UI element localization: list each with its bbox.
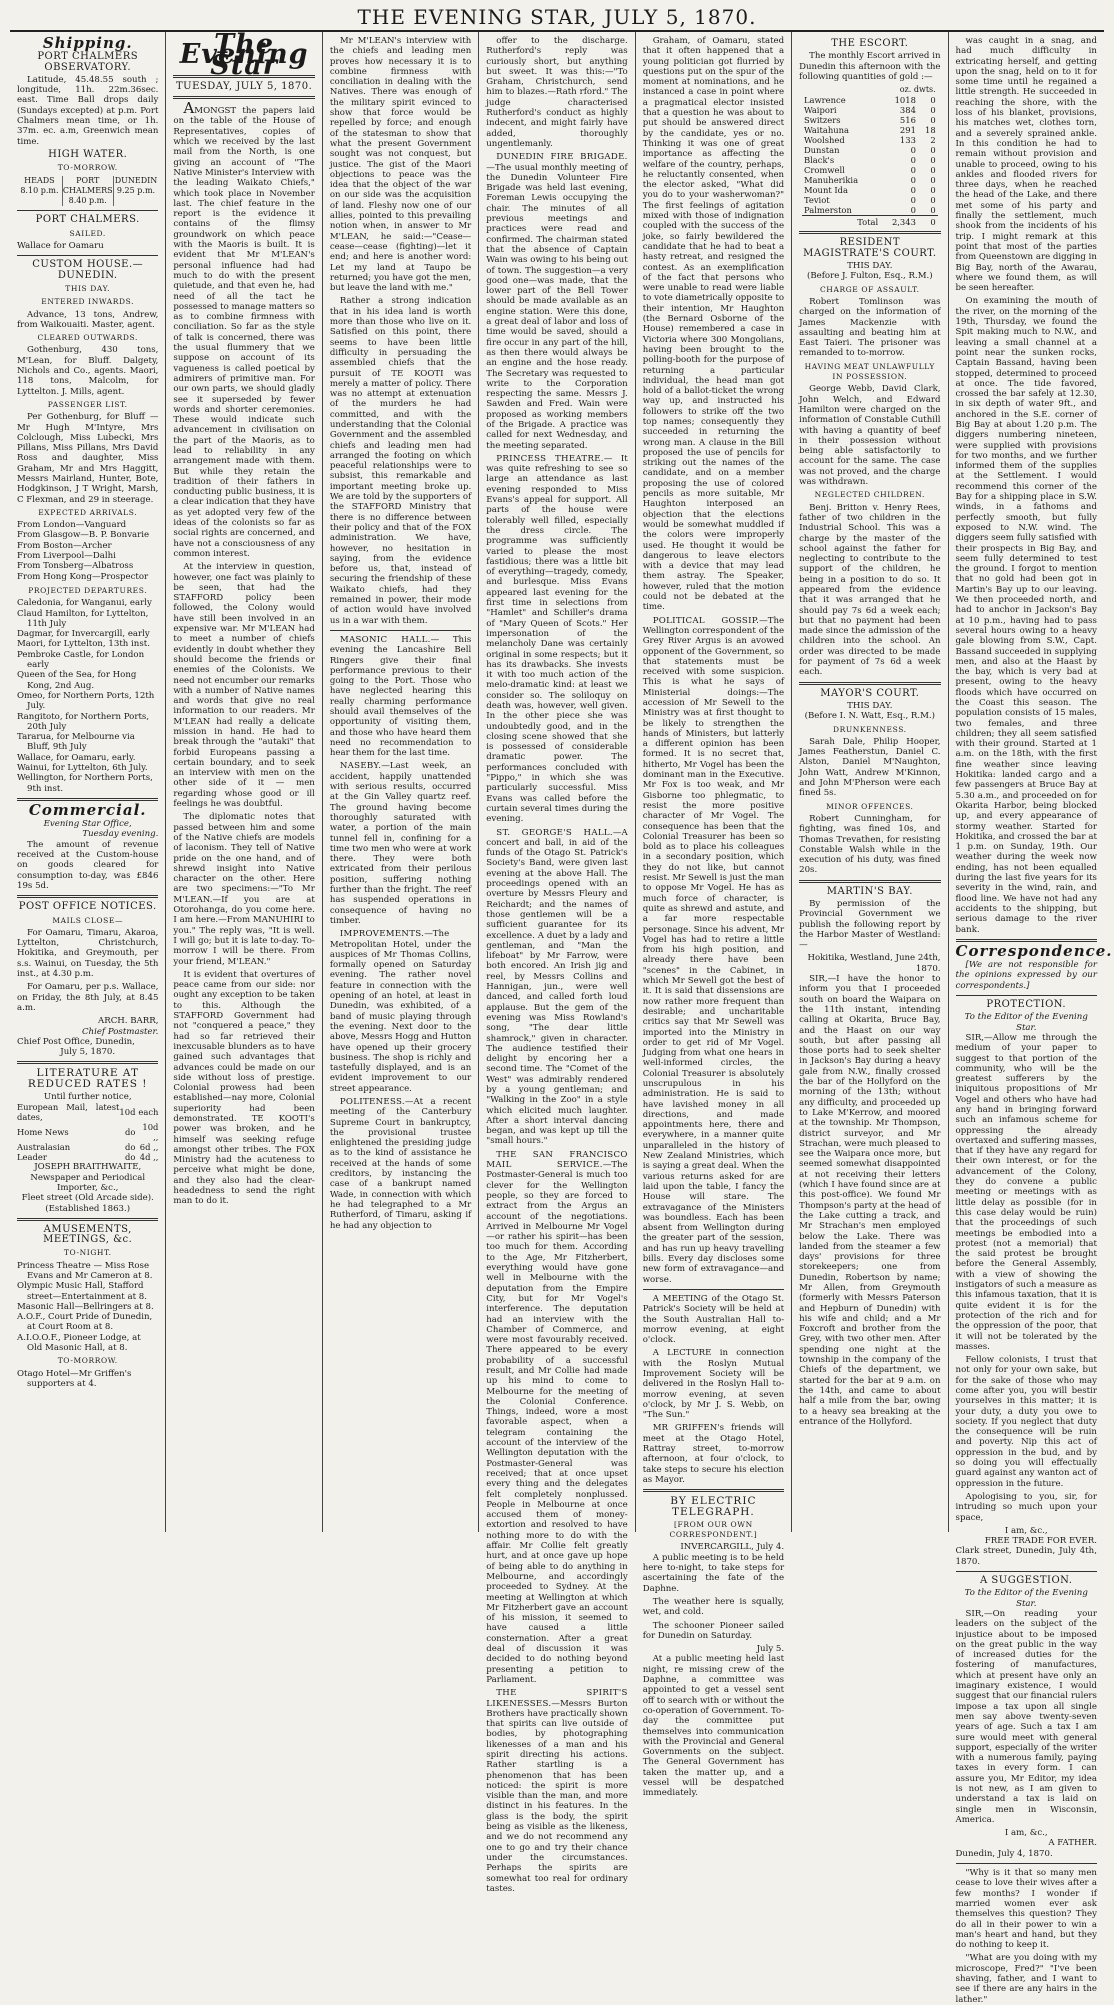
- table-row: Waitahuna 291 18: [803, 125, 936, 136]
- letter-2-title: A SUGGESTION.: [980, 1575, 1073, 1587]
- news-item: PRINCESS THEATRE.— It was quite refreshing to see so large an attendance as last evening responded to Miss Evans's appeal for support. All parts of the house were tolerably well filled, especially the dress circle. The programme was sufficiently varied to please the most fastidious; there was a little bit of everything—tragedy, comedy, and burlesque. Miss Evans appeared last evening for the first time in selections from "Hamlet" and Schiller's drama of "Mary Queen of Scots." Her impersonation of the melancholy Dane was certainly original in some respects; but it has its drawbacks. She invests it with too much action of the melo-dramatic kind: at least we consider so. The soliloquy on death was, however, well given. In the other piece she was undoubtedly good, and in the closing scene showed that she is possessed of considerable dramatic power. The performances concluded with "Pippo," in which she was particularly successful. Miss Evans was called before the curtain several times during the evening.: [486, 453, 628, 825]
- columns: [10, 29, 1113, 2005]
- column-3: [323, 32, 479, 1532]
- list-item: Caledonia, for Wanganui, early: [17, 598, 152, 609]
- telegraph-place-1: INVERCARGILL, July 4.: [680, 1542, 785, 1553]
- leader-cont-1: Mr M'LEAN's interview with the chiefs and leading men proves how necessary it is to combine firmness with conciliation in dealing with the Natives. There was enough of the military spirit evinced to show that force would be repelled by force; and enough of the statesman to show that what the present Government sought was not conquest, but justice. The gist of the Maori objections to peace was the idea that the object of the war on our side was the acquisition of land. Fleshy now one of our allies, pointed to this prevailing notion when, in answer to Mr M'LEAN, he said:—"Cease—cease—cease (fighting)—let it end; and here is another word: Let my land at Taupo be returned; you have got the men, but leave the land with me.": [329, 36, 472, 294]
- high-water-sub: TO-MORROW.: [57, 163, 118, 173]
- tide-dunedin: DUNEDIN 9.25 p.m.: [113, 176, 159, 207]
- leader-cont-2: Rather a strong indication that in his idea land is worth more than those who live on it. Satisfied on this point, there seems to have been little difficulty in persuading the assembled chiefs that the pursuit of TE KOOTI was merely a matter of policy. There was no attempt at extenuation of the murders he had committed, and with the understanding that the Colonial Government and the assembled chiefs and leading men had arranged the footing on which peaceful relationships were to subsist, this remarkable and important meeting broke up. We are told by the supporters of the STAFFORD Ministry that there is no difference between their policy and that of the FOX administration. We have, however, no hesitation in saying, from the evidence before us, that, instead of securing the friendship of these Waikato chiefs, had they remained in power, their mode of action would have involved us in a war with them.: [329, 296, 472, 626]
- table-row: Australasian do 6d ,,: [17, 1142, 159, 1153]
- escort-table: [802, 85, 938, 227]
- list-item: From Tonsberg—Albatross: [17, 561, 134, 572]
- correspondence-disclaimer: [We are not responsible for the opinions expressed by our correspondents.]: [955, 960, 1097, 991]
- escort-title: THE ESCORT.: [831, 38, 909, 49]
- expected-list: [17, 520, 158, 582]
- table-row: Palmerston 0 0: [803, 205, 936, 216]
- martins-bay-text: SIR,—I have the honor to inform you that I proceeded south on board the Waipara on the 11th instant, intending calling at Okarita, Bruce Bay, and the Haast on our way south, but after passing all those ports had to seek shelter in Jackson's Bay during a heavy gale from N.W., finally crossed the bar of the Hollyford on the morning of the 13th; without any difficulty, and proceeded up to Lake M'Kerrow, and moored at the township. Mr Thompson, district surveyor, and Mr Strachan, were much pleased to see the Waipara once more, but seemed somewhat disappointed at not receiving their letters (which I have found since are at this post-office). We found Mr Thompson's party at the head of the Lake cutting a track, and Mr Strachan's men employed below the Lake. There was landed from the steamer a few days' provisions for three storekeepers; one from Dunedin, Robertson by name; Mr Allen, from Greymouth (formerly with Messrs Paterson and Hepburn of Dunedin) with his wife and child; and a Mr Foxcroft and brother from the Grey, with two other men. After spending one night at the township in the company of the Chiefs of the department, we started for the bar at 9 a.m. on the 14th, and came to about half a mile from the bar, owing to a heavy sea breaking at the entrance of the Hollyford.: [799, 974, 941, 1427]
- nameplate: The Evening Star: [179, 29, 309, 81]
- list-item: Olympic Music Hall, Stafford street—Entertainment at 8.: [17, 1281, 147, 1302]
- rm-court-before: (Before J. Fulton, Esq., R.M.): [807, 271, 933, 282]
- post-office-title: POST OFFICE NOTICES.: [18, 901, 157, 913]
- telegraph-item: At a public meeting held last night, re missing crew of the Daphne, a committee was appointed to get a vessel sent off to search with or without the co-operation of Government. To-day the committee put themselves into communication with the Provincial and General Governments on the subject. The General Government has taken the matter up, and a vessel will be despatched immediately.: [642, 1654, 785, 1799]
- sailed-text: Wallace for Oamaru: [17, 241, 104, 252]
- column-6: [792, 32, 948, 1532]
- martins-bay-place: Hokitika, Westland, June 24th, 1870.: [807, 953, 941, 974]
- letter-1-title: PROTECTION.: [986, 999, 1067, 1011]
- letter-2-place: Dunedin, July 4, 1870.: [955, 1848, 1053, 1859]
- news-item: POLITENESS.—At a recent meeting of the Canterbury Supreme Court in bankruptcy, the provisional trustee enlightened the presiding judge as to the kind of assistance he received at the hands of some creditors, by instancing the case of a bankrupt named Wade, in connection with which he had telegraphed to a Mr Rutherford, of Timaru, asking if he had any objection to: [329, 1096, 472, 1231]
- tide-heads: HEADS 8.10 p.m.: [20, 175, 59, 195]
- news-item: MR GRIFFEN's friends will meet at the Otago Hotel, Rattray street, to-morrow afternoon, at four o'clock, to take steps to secure his election as Mayor.: [642, 1423, 785, 1485]
- letter-1-sign-1: Apologising to you, sir, for intruding so much upon your space,: [955, 1491, 1097, 1523]
- literature-name: JOSEPH BRAITHWAITE,: [34, 1162, 142, 1173]
- case-text: Robert Tomlinson was charged on the information of James Mackenzie with assaulting and beating him at East Taieri. The prisoner was remanded to to-morrow.: [799, 296, 941, 359]
- list-item: Masonic Hall—Bellringers at 8.: [17, 1301, 154, 1312]
- telegraph-item: A public meeting is to be held here to-night, to take steps for ascertaining the fate of the Daphne.: [642, 1552, 785, 1594]
- issue-date: TUESDAY, JULY 5, 1870.: [175, 80, 313, 92]
- post-office-text-2: For Oamaru, per p.s. Wallace, on Friday, the 8th July, at 8.45 a.m.: [17, 982, 159, 1013]
- telegraph-item: The schooner Pioneer sailed for Dunedin on Saturday.: [642, 1620, 785, 1641]
- rm-court-day: THIS DAY.: [847, 261, 893, 272]
- high-water-title: HIGH WATER.: [48, 148, 128, 160]
- leader-para-2: At the interview in question, however, one fact was plainly to be seen, that had the STAFFORD policy been followed, the Colony would have still been involved in an expensive war. Mr M'LEAN had to meet a number of chiefs evidently in doubt whether they should become the friends or enemies of the Colonists. We need not encumber our remarks with a number of Native names and words that give no real information to our readers. Mr M'LEAN had really a delicate mission in hand. He had to break through the "autaki" that forbid Europeans passing a certain boundary, and to seek an interview with men on the other side of it — men regarding whose good or ill feelings he was doubtful.: [173, 562, 315, 810]
- news-item: IMPROVEMENTS.—The Metropolitan Hotel, under the auspices of Mr Thomas Collins, formally opened on Saturday evening. The rather novel feature in connection with the opening of an hotel, at least in Dunedin, was exhibited, of a band of music playing through the evening. Next door to the above, Messrs Hogg and Hutton have opened up their grocery business. The shop is richly and tastefully displayed, and is an evident improvement to our street appearance.: [329, 929, 472, 1094]
- list-item: A.I.O.O.F., Pioneer Lodge, at Old Masonic Hall, at 8.: [17, 1332, 141, 1354]
- letter-1-sign-2: I am, &c.,: [1004, 1525, 1048, 1536]
- amusements-tomorrow-list: [17, 1369, 158, 1390]
- customs-title: CUSTOM HOUSE.—DUNEDIN.: [32, 259, 144, 281]
- escort-intro: The monthly Escort arrived in Dunedin this afternoon with the following quantities of gold :—: [799, 51, 941, 82]
- list-item: Queen of the Sea, for Hong Kong, 2nd Aug.: [17, 670, 137, 691]
- martins-bay-intro: By permission of the Provincial Government we publish the following report by the Harbor Master of Westland:—: [799, 899, 941, 951]
- list-item: Dagmar, for Invercargill, early: [17, 629, 150, 640]
- news-item: ST. GEORGE'S HALL.—A concert and ball, in aid of the funds of the Otago St. Patrick's Society's Band, were given last evening at the above Hall. The proceedings opened with an overture by Messrs Fleury and Reichardt; and the names of those gentlemen will be a sufficient guarantee for its excellence. A duet by a lady and gentleman, and "Man the lifeboat" by Mr Farrow, were both encored. An Irish jig and reel, by Messrs Collins and Hannigan, jun., were well danced, and called forth loud applause. But the gem of the evening was Miss Rowland's song, "The dear little shamrock," given in character. The audience testified their delight by encoring her a second time. The "Comet of the West" was admirably rendered by a young gentleman; and "Walking in the Zoo" in a style which elicited much laughter. After a short interval dancing began, and was kept up till the "small hours.": [486, 827, 628, 1147]
- masthead: THE EVENING STAR, JULY 5, 1870.: [10, 4, 1104, 32]
- case-label: HAVING MEAT UNLAWFULLY IN POSSESSION.: [804, 361, 935, 382]
- commercial-title: Commercial.: [28, 800, 147, 819]
- rm-court-title: RESIDENT MAGISTRATE'S COURT.: [803, 237, 937, 259]
- martins-bay-cont-1: was caught in a snag, and had much difficulty in extricating herself, and getting upon the snag, held on to it for some time until he regained a little strength. He succeeded in reaching the shore, with the loss of his blanket, provisions, his matches wet, clothes torn, and a severely sprained ankle. In this condition he had to remain without provision and unable to proceed, owing to his ankles and flooded rivers for three days, when he reached the head of the Lake, and there met some of his party and finally the settlement, much shook from the incidents of his trip. I might remark at this point that most of the parties from Queenstown are digging in Big Bay, north of the Awarau, where we found them, as will be seen hereafter.: [955, 36, 1097, 294]
- shipping-title: Shipping.: [42, 34, 133, 52]
- column-4: [479, 32, 635, 1894]
- letter-1-to: To the Editor of the Evening Star.: [964, 1012, 1088, 1033]
- filler-paragraph: "What are you doing with my microscope, Fred?" "I've been shaving, father, and I want to see if there are any hairs in the lather.": [955, 1953, 1097, 2005]
- table-row: Woolshed 133 2: [803, 135, 936, 146]
- tide-table: [17, 176, 158, 207]
- list-item: Pembroke Castle, for London early: [17, 649, 145, 671]
- commercial-text: The amount of revenue received at the Custom-house on goods cleared for consumption to-day, was £846 19s 5d.: [17, 839, 159, 891]
- case-text: Benj. Britton v. Henry Rees, father of two children in the Industrial School. This was a charge by the master of the school against the father for neglecting to contribute to the support of the children, he being in a position to do so. It appeared from the evidence that it was arranged that he should pay 7s 6d a week each; but that no payment had been made since the admission of the children into the school. An order was directed to be made for payment of 7s 6d a week each.: [799, 502, 941, 678]
- port-title: PORT CHALMERS.: [35, 214, 140, 226]
- case-label: NEGLECTED CHILDREN.: [814, 490, 925, 500]
- commercial-office: Evening Star Office,: [43, 819, 132, 830]
- list-item: Tararua, for Melbourne via Bluff, 9th July: [17, 732, 135, 753]
- post-office-signer: ARCH. BARR,: [98, 1016, 159, 1027]
- case-label: MINOR OFFENCES.: [826, 801, 914, 811]
- letter-1-para: Fellow colonists, I trust that not only for your own sake, but for the sake of those who may come after you, you will bestir yourselves in this matter; it is your duty, a duty you owe to society. If you neglect that duty the consequence will be ruin and poverty. Nip this act of oppression in the bud, and by so doing you will effectually guard against any wanton act of oppression in the future.: [955, 1355, 1097, 1489]
- amusements-tonight: TO-NIGHT.: [63, 1248, 112, 1258]
- table-row: Switzers 516 0: [803, 115, 936, 126]
- news-item: A MEETING of the Otago St. Patrick's Society will be held at the South Australian Hall to-morrow evening, at eight o'clock.: [642, 1293, 785, 1346]
- case-label: DRUNKENNESS.: [832, 724, 907, 734]
- list-item: Wallace, for Oamaru, early.: [17, 752, 136, 763]
- case-text: Robert Cunningham, for fighting, was fined 10s, and Thomas Trevathen, for resisting Constable Walsh while in the execution of his duty, was fined 20s.: [799, 813, 941, 876]
- table-row: Waipori 384 0: [803, 105, 936, 116]
- table-row: Cromwell 0 0: [803, 165, 936, 176]
- table-row: European Mail, latest dates, 10d each: [17, 1102, 159, 1123]
- news-item: THE SAN FRANCISCO MAIL SERVICE.—The Postmaster-General is much too clever for the Wellington people, so they are forced to extract from the Argus an account of the negotiations. Arrived in Melbourne Mr Vogel—or rather his spirit—has been too much for them. According to the Age, Mr Fitzherbert, everything would have gone well in Melbourne with the deputation from the Empire City, but for Mr Vogel's interference. The deputation had an interview with the Chamber of Commerce, and were most favourably received. There appeared to be every probability of a successful result, and Mr Collie had made up his mind to come to Melbourne for the meeting of the Colonial Conference. Things, indeed, wore a most favorable aspect, when a telegram containing the account of the interview of the Wellington deputation with the Postmaster-General was received; that at once upset every thing and the delegates felt completely nonplussed. People in Melbourne at once accused them of money-extortion and resolved to have nothing more to do with the affair. Mr Collie felt greatly hurt, and at once gave up hope of being able to do anything in Melbourne, and accordingly proceeded to Sydney. At the meeting at Wellington at which Mr Fitzherbert gave an account of his mission, it seemed to have caused a little consternation. After a great deal of discussion it was decided to do nothing beyond presenting a petition to Parliament.: [486, 1149, 628, 1685]
- table-row: Mount Ida 0 0: [803, 185, 936, 196]
- table-row: Manuherikia 0 0: [803, 175, 936, 186]
- list-item: A.O.F., Court Pride of Dunedin, at Court Room at 8.: [17, 1312, 153, 1333]
- list-item: Wainui, for Lyttelton, 6th July.: [17, 763, 148, 773]
- letter-1-place: Clark street, Dunedin, July 4th, 1870.: [955, 1546, 1097, 1567]
- table-row: Home News do 10d ,,: [17, 1122, 159, 1143]
- literature-line-2: Fleet street (Old Arcade side).: [21, 1193, 154, 1204]
- tide-port-chalmers: PORT CHALMERS 8.40 p.m.: [62, 175, 113, 206]
- list-item: From Boston—Archer: [17, 540, 112, 551]
- list-item: Claud Hamilton, for Lyttelton, 11th July: [17, 608, 149, 629]
- observatory-title: PORT CHALMERS OBSERVATORY.: [37, 51, 139, 73]
- literature-line-3: (Established 1863.): [45, 1203, 131, 1214]
- amusements-title: AMUSEMENTS, MEETINGS, &c.: [43, 1223, 133, 1246]
- amusements-tomorrow: TO-MORROW.: [57, 1356, 118, 1366]
- mails-label: MAILS CLOSE—: [52, 915, 124, 925]
- list-item: Rangitoto, for Northern Ports, 20th July: [17, 711, 150, 732]
- case-label: CHARGE OF ASSAULT.: [819, 284, 920, 294]
- column-1: [10, 32, 166, 1532]
- telegraph-sub: [FROM OUR OWN CORRESPONDENT.]: [669, 1519, 758, 1540]
- case-text: George Webb, David Clark, John Welch, and Edward Hamilton were charged on the information of Constable Cuthill with having a quantity of beef in their possession without being able satisfactorily to account for the same. The case was not proved, and the charge was withdrawn.: [799, 384, 941, 488]
- correspondence-title: Correspondence.: [955, 941, 1113, 960]
- list-item: Omeo, for Northern Ports, 12th July.: [17, 690, 155, 712]
- literature-subtitle: Until further notice,: [43, 1092, 132, 1103]
- letter-1-signer: FREE TRADE FOR EVER.: [984, 1536, 1097, 1547]
- news-item: Graham, of Oamaru, stated that it often happened that a young politician got flurried by questions put on the spur of the moment at nominations, and he instanced a case in point where a pragmatical elector insisted that a question he was about to put should be answered direct by the candidate, yes or no. Thinking it was one of great importance as affecting the welfare of the country, perhaps, he reluctantly consented, when the elector asked, "What did you do to your washerwoman?" The first feelings of agitation mixed with those of indignation coupled with the success of the joke, so fairly bewildered the candidate that he had to beat a hasty retreat, and resigned the contest. As an exemplification of the fact that persons who were unable to read were liable to vote diametrically opposite to their intention, Mr Haughton (the Bernard Osborne of the House) remembered a case in Victoria where 300 Mongolians, having been brought to the polling-booth for the purpose of returning a particular individual, the head man got hold of a ballot-ticket the wrong way up, and instructed his followers to strike off the two top names; consequently they succeeded in returning the wrong man. A clause in the Bill proposed the use of pencils for striking out the names of the candidate, and on a member proposing the use of colored pencils as more suitable, Mr Haughton interposed an objection that the elections would be somewhat muddled if the colors were improperly used. He thought it would be dangerous to leave electors with a device that may lead them astray. The Speaker, however, ruled that the motion could not be debated at the time.: [642, 36, 785, 613]
- cleared-label: CLEARED OUTWARDS.: [37, 333, 138, 343]
- news-item: offer to the discharge. Rutherford's reply was curiously short, but anything but sweet. It was this:—"To Graham, Christchurch, send him to blazes.—Rath rford." The judge characterised Rutherford's conduct as highly indecent, and might fairly have added, thoroughly ungentlemanly.: [486, 36, 628, 149]
- post-office-signer-title: Chief Postmaster.: [81, 1026, 159, 1037]
- news-item: A LECTURE in connection with the Roslyn Mutual Improvement Society will be delivered in the Roslyn Hall to-morrow evening, at seven o'clock, by Mr J. S. Webb, on "The Sun.": [642, 1348, 785, 1421]
- list-item: Wellington, for Northern Ports, 9th inst.: [17, 773, 153, 794]
- telegraph-item: The weather here is squally, wet, and cold.: [642, 1596, 785, 1618]
- martins-bay-cont-2: On examining the mouth of the river, on the morning of the 19th, Thursday, we found the Spit making much to N.W., and leaving a small channel at a point near the sunken rocks, Captain Bassand, having been stopped, determined to proceed at once. The tide favored, crossed the bar safely at 12.30, in six depth of water 9ft., and anchored in the S.E. corner of Big Bay at about 1.20 p.m. The diggers numbering nineteen, were supplied with provisions for two months, and we further informed them of the supplies at the Settlement. I would recommend this corner of the Bay for a shipping place in S.W. winds, in a fathoms and perfectly smooth, but fully exposed to N.W. wind. The diggers seem fully satisfied with their prospects in Big Bay, and seem fully determined to test the ground. I forgot to mention that no gold had been got in Martin's Bay up to our leaving. We then proceeded north, and had to anchor in Jackson's Bay at 10 p.m., having had to pass several hours owing to a heavy gale blowing from S.W., Capt. Bassand succeeded in supplying men, and also at the Haast by the bay, which is very bad at present, owing to the heavy floods which have occurred on the Coast this season. The population consists of 15 males, two females, and three children; they all seem satisfied with their ground. Started at 1 a.m. on the 18th, with the first fine weather since leaving Hokitika: landed cargo and a few passengers at Bruce Bay at 5.30 a.m., and proceeded on for Okarita Harbor, being blocked up, and every appearance of stormy weather. Started for Hokitika, and crossed the bar at 1 p.m. on Sunday, 19th. Our weather during the week now ending, has not been equalled during the last five years for its severity in the wind, rain, and flood line. We have not had any accidents to the shipping, but serious damage to the river bank.: [955, 296, 1097, 935]
- list-item: From Glasgow—B. P. Bonvarie: [17, 530, 150, 541]
- table-row: Teviot 0 0: [803, 195, 936, 206]
- observatory-text: Latitude, 45.48.55 south ; longitude, 11h. 22m.36sec. east. Time Ball drops daily (Sundays excepted) at p.m. Port Chalmers mean time, or 1h. 37m. ec. a.m, Greenwich mean time.: [17, 74, 159, 147]
- mayors-court-title: MAYOR'S COURT.: [820, 687, 920, 699]
- leader-para-4: It is evident that overtures of peace came from our side: nor ought any exception to be taken to this. Although the STAFFORD Government had not "conquered a peace," they had so far retrieved their inexcusable blunders as to have gained such advantages that advances could be made on our side without loss of prestige. Colonial prowess had been established—nay more, Colonial superiority had been demonstrated. TE KOOTI's power was broken, and he himself was seeking refuge amongst other tribes. The FOX Ministry had the acuteness to perceive what might be done, and they also had the clear-headedness to send the right man to do it.: [173, 969, 315, 1207]
- escort-units: oz. dwts.: [899, 85, 936, 95]
- news-item: POLITICAL GOSSIP.—The Wellington correspondent of the Grey River Argus is an avowed opponent of the Government, so that statements must be received with some suspicion. This is what he says of Ministerial doings:—The accession of Mr Sewell to the Ministry was at first thought to be likely to strengthen the hands of Ministers, but latterly a different opinion has been formed. It is no secret that, hitherto, Mr Vogel has been the dominant man in the Executive. Mr Fox is too weak, and Mr Gisborne too phlegmatic, to resist the more positive character of Mr Vogel. The consequence has been that the Colonial Treasurer has been so bold as to place his colleagues in a secondary position, which they do not like, but cannot resist. Mr Sewell is just the man to oppose Mr Vogel. He has as much force of character, is quite as shrewd and astute, and a far more respectable personage. Since his advent, Mr Vogel has had to retire a little from his high position, and already there have been "scenes" in the Cabinet, in which Mr Sewell got the best of it. It is said that dissensions are now rather more frequent than desirable; and uncharitable critics say that Mr Sewell was imported into the Ministry in order to get rid of Mr Vogel. Judging from what one hears in well-informed circles, the Colonial Treasurer is absolutely unscrupulous in his administration. He is said to have lavished money in all directions, and made appointments here, there and everywhere, in a manner quite unparalleled in the history of New Zealand Ministries, which is saying a great deal. When the various returns asked for are laid upon the table, I fancy the House will stare. The extravagance of the Ministers was boundless. Each has been absent from Wellington during the greater part of the session, and has run up heavy travelling bills. Every day discloses some new form of extravagance—and worse.: [642, 615, 785, 1285]
- letter-1-para: SIR,—Allow me through the medium of your paper to suggest to that portion of the community, who will be the greatest sufferers by the iniquitous propositions of Mr Vogel and others who have had any hand in bringing forward such an infamous scheme for oppressing the already overtaxed and suffering masses, that if they have any regard for their own interest, or for the advancement of the Colony, they do convene a public meeting or meetings with as little delay as possible (for in this case delay would be ruin) that the proceedings of such meetings be embodied into a protest (not a memorial) that the said protest be brought before the General Assembly, with a view of showing the instigators of such a measure as this infamous taxation, that it is quite evident it is for the protection of the rich and for the oppression of the poor, that it will not be tolerated by the masses.: [955, 1032, 1097, 1352]
- sailed-label: SAILED.: [69, 228, 106, 238]
- literature-rates: [17, 1102, 158, 1162]
- leader-para-1: AMONGST the papers laid on the table of the House of Representatives, copies of which we received by the last mail from the North, is one giving an account of "The Native Minister's Interview with the leading Waikato Chiefs," which took place in November last. The chief feature in the report is the evidence it contains of the flimsy groundwork on which peace with the Maoris is built. It is evident that Mr M'LEAN's personal influence had had much to do with the present quietude, and that even he, had need of all the tact he possessed to manage matters so as to combine firmness with conciliation. So far as the style of talk is concerned, there was the usual flummery that we suppose on account of its vagueness is called poetical by admirers of primitive man. For our own parts, we should gladly see it superseded by fewer words and shorter ceremonies. These would indicate such advancement in civilisation on the part of the Maoris, as to lead to reliability in any arrangement made with them. But while they retain the tradition of their fathers in conducting public business, it is a clear indication that they have as yet adopted very few of the ideas of the colonists so far as social rights are concerned, and have not a consciousness of any common interest.: [173, 99, 315, 559]
- letter-2-sign-2: I am, &c.,: [1004, 1828, 1048, 1839]
- martins-bay-title: MARTIN'S BAY.: [826, 885, 913, 897]
- list-item: Princess Theatre — Miss Rose Evans and Mr Cameron at 8.: [17, 1260, 153, 1281]
- letter-2-para: SIR,—On reading your leaders on the subject of the injustice about to be imposed on the great public in the way of increased duties for the fostering of manufactures, which at present have only an imaginary existence, I would suggest that our financial rulers impose a tax upon all single men say above twenty-seven years of age. Such a tax I am sure would meet with general support, especially of the writer with a numerous family, paying taxes in every form. I can assure you, Mr Editor, my idea is not new, as I am given to understand a tax is laid on single men in Wisconsin, America.: [955, 1608, 1097, 1825]
- table-row: Leader do 4d ,,: [17, 1152, 159, 1163]
- entered-label: ENTERED INWARDS.: [41, 297, 135, 307]
- letter-2-signer: A FATHER.: [1048, 1838, 1097, 1849]
- departures-label: PROJECTED DEPARTURES.: [28, 585, 148, 595]
- commercial-date: Tuesday evening.: [82, 829, 159, 840]
- column-2: [166, 29, 322, 1532]
- news-item: DUNEDIN FIRE BRIGADE.—The usual monthly meeting of the Dunedin Volunteer Fire Brigade was held last evening, Foreman Lewis occupying the chair. The minutes of all previous meetings and practices were read and confirmed. The chairman stated that the absence of Captain Wain was owing to his being out of town. The suggestion—a very good one—was made, that the lower part of the Bell Tower should be made available as an engine station. Were this done, a great deal of labor and loss of time would be saved, should a fire occur in any part of the hill, as then there would always be an engine and the hose ready. The Secretary was requested to write to the Corporation respecting the same. Messrs J. Sawden and Fred. Wain were proposed as working members of the Brigade. A practice was called for next Wednesday, and the meeting separated.: [486, 152, 628, 451]
- list-item: From Liverpool—Dalhi: [17, 551, 116, 562]
- telegraph-place-2: July 5.: [756, 1644, 785, 1655]
- filler-paragraph: "Why is it that so many men cease to love their wives after a few months? I wonder if married women ever ask themselves this question? They do all in their power to win a man's heart and hand, but they do nothing to keep it.: [955, 1868, 1097, 1951]
- literature-title: LITERATURE AT REDUCED RATES !: [27, 1067, 148, 1090]
- column-7: [949, 32, 1113, 2005]
- literature-line-1: Newspaper and Periodical Importer, &c.,: [30, 1172, 146, 1193]
- telegraph-title: BY ELECTRIC TELEGRAPH.: [670, 1495, 757, 1518]
- list-item: Otago Hotel—Mr Griffen's supporters at 4.: [17, 1368, 132, 1389]
- column-5: [636, 32, 792, 1799]
- mayors-court-before: (Before I. N. Watt, Esq., R.M.): [804, 711, 935, 722]
- departures-list: [17, 598, 158, 794]
- case-text: Sarah Dale, Philip Hooper, James Featherstun, Daniel C. Alston, Daniel M'Naughton, John Watt, Andrew M'Kinnon, and John M'Pherson were each fined 5s.: [799, 736, 941, 799]
- list-item: Maori, for Lyttelton, 13th inst.: [17, 639, 150, 650]
- post-office-text-1: For Oamaru, Timaru, Akaroa, Lyttelton, Christchurch, Hokitika, and Greymouth, per s.s. Wainui, on Tuesday, the 5th inst., at 4.30 p.m.: [17, 927, 159, 980]
- amusements-list: [17, 1261, 158, 1354]
- table-row: Lawrence 1018 0: [803, 95, 936, 106]
- escort-total-row: Total 2,343 0: [802, 216, 938, 228]
- post-office-place: Chief Post Office, Dunedin,: [17, 1036, 135, 1047]
- passenger-label: PASSENGER LIST.: [47, 399, 128, 409]
- cleared-text: Gothenburg, 430 tons, M'Lean, for Bluff. Dalgety, Nichols and Co., agents. Maori, 118 tons, Malcolm, for Lyttelton. J. Mills, agent.: [17, 345, 159, 397]
- mayors-court-day: THIS DAY.: [847, 700, 893, 711]
- letter-2-to: To the Editor of the Evening Star.: [964, 1588, 1088, 1609]
- passenger-text: Per Gothenburg, for Bluff — Mr Hugh M'Intyre, Mrs Colclough, Miss Lubecki, Mrs Pillans, Miss Pillans, Mrs David Ross and daughter, Miss Graham, Mr and Mrs Haggitt, Messrs Mairland, Hunter, Bote, Hodgkinson, J T Wright, Marsh, C Flexman, and 29 in steerage.: [17, 412, 159, 505]
- table-row: Black's 0 0: [803, 155, 936, 166]
- leader-para-3: The diplomatic notes that passed between him and some of the Native chiefs are models of laconism. They tell of Native pride on the one hand, and of shrewd insight into Native character on the other. Here are two specimens:—"To Mr M'LEAN.—If you are at Otorohanga, do you come here. I am here.—From MANUHIRI to you." The reply was, "It is well. I will go; but it is late to-day. To-morrow I will be there. From your friend, M'LEAN.": [173, 812, 315, 967]
- news-item: MASONIC HALL.— This evening the Lancashire Bell Ringers give their final performance previous to their going to the Port. Those who have neglected hearing this really charming performance should avail themselves of the opportunity of visiting them, and those who have heard them need no recommendation to hear them for the last time.: [329, 634, 472, 759]
- news-item: THE SPIRIT'S LIKENESSES.—Messrs Burton Brothers have practically shown that spirits can live outside of bodies, by photographing likenesses of a man and his spirit directing his actions. Rather startling is a phenomenon that has been noticed: the spirit is more visible than the man, and more distinct in his features. In the glass is the body, the spirit being as visible as the likeness, and we do not recommend any one to go and try their chance under the circumstances. Perhaps the spirits are somewhat too real for ordinary tastes.: [486, 1688, 628, 1894]
- list-item: From Hong Kong—Prospector: [17, 571, 149, 582]
- table-row: Dunstan 0 0: [803, 145, 936, 156]
- entered-text: Advance, 13 tons, Andrew, from Waikouaiti. Master, agent.: [17, 309, 159, 330]
- customs-day: THIS DAY.: [65, 283, 111, 293]
- post-office-date: July 5, 1870.: [60, 1047, 116, 1058]
- news-item: NASEBY.—Last week, an accident, happily unattended with serious results, occurred at the Gin Valley quartz reef. The ground having become thoroughly saturated with water, a portion of the main tunnel fell in, confining for a time two men who were at work there. They were both extricated from their perilous position, suffering nothing further than the fright. The reef has suspended operations in consequence of having no timber.: [329, 761, 472, 926]
- expected-label: EXPECTED ARRIVALS.: [38, 507, 138, 517]
- list-item: From London—Vanguard: [17, 520, 127, 531]
